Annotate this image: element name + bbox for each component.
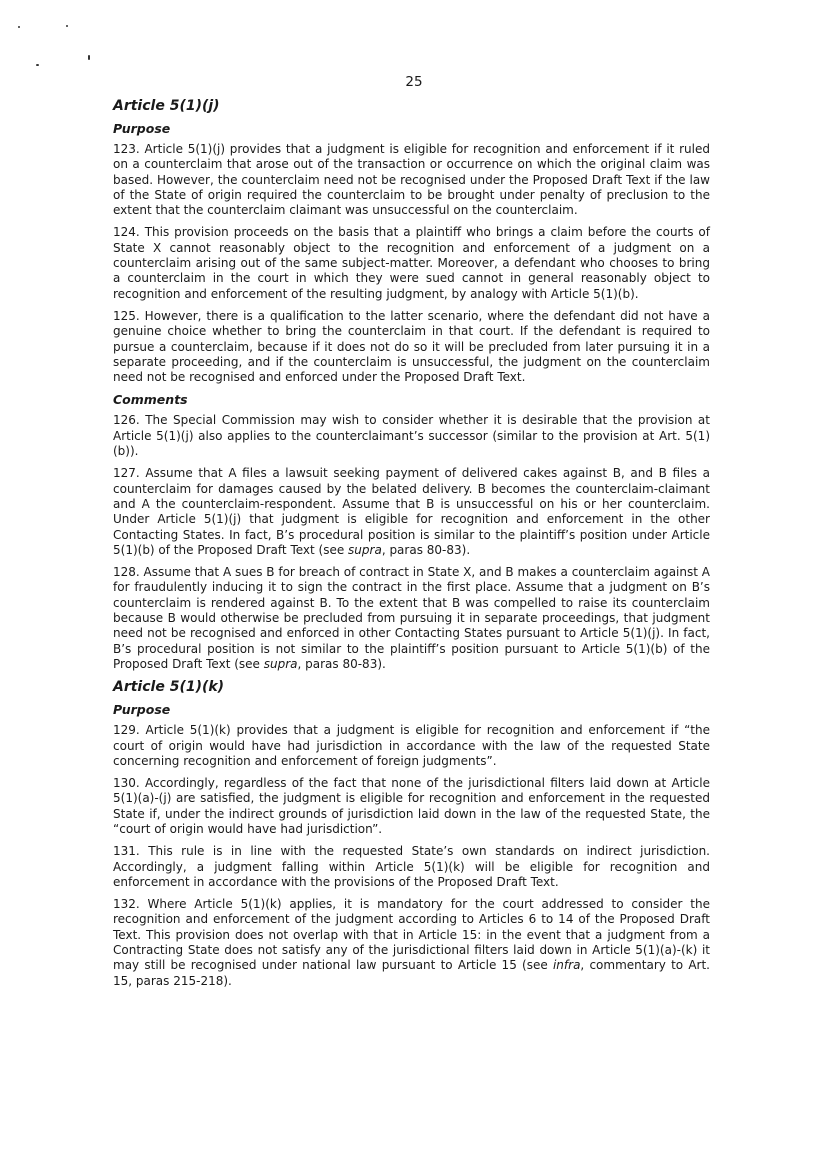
paragraph-text: This rule is in line with the requested State’s own standards on indirect jurisdiction. Accordingly, a judgment falling within Article 5(1)(k) will be eligible for recognition and enforcement in accordance with the provisions of the Proposed Draft Text. [113,844,710,889]
paragraph [113,565,710,672]
paragraph-text: Assume that A sues B for breach of contract in State X, and B makes a counterclaim against A for fraudulently inducing it to sign the contract in the first place. Assume that a judgment on B’s counterclaim is rendered against B. To the extent that B was compelled to raise its counterclaim because B would otherwise be precluded from pursuing it in separate proceedings, that judgment need not be recognised and enforced in other Contacting States pursuant to Article 5(1)(j). In fact, B’s procedural position is not similar to the plaintiff’s position pursuant to Article 5(1)(b) of the Proposed Draft Text (see supra, paras 80-83). [113,565,710,671]
paragraph-text: This provision proceeds on the basis that a plaintiff who brings a claim before the courts of State X cannot reasonably object to the recognition and enforcement of a judgment on a counterclaim arising out of the same subject-matter. Moreover, a defendant who chooses to bring a counterclaim in the court in which they were sued cannot in general reasonably object to recognition and enforcement of the resulting judgment, by analogy with Article 5(1)(b). [113,225,710,301]
paragraph-text: The Special Commission may wish to consider whether it is desirable that the provision at Article 5(1)(j) also applies to the counterclaimant’s successor (similar to the provision at Art. 5(1)(b)). [113,413,710,459]
article-heading: Article 5(1)(j) [113,98,220,114]
paragraph-number: 124. [113,225,145,240]
paragraph-number: 126. [113,413,146,428]
scan-speck [36,64,39,66]
paragraph-number: 130. [113,776,145,791]
paragraph-text: Article 5(1)(k) provides that a judgment is eligible for recognition and enforcement if “the court of origin would have had jurisdiction in accordance with the law of the requested State concerning recognition and enforcement of foreign judgments”. [113,723,710,768]
paragraph [113,225,710,301]
paragraph-number: 132. [113,897,148,912]
paragraph-number: 128. [113,565,144,580]
paragraph-number: 123. [113,142,145,156]
paragraph [113,142,710,218]
paragraph-number: 127. [113,466,146,481]
paragraph-text: Assume that A files a lawsuit seeking payment of delivered cakes against B, and B files a counterclaim for damages caused by the belated delivery. B becomes the counterclaim-claimant and A the counterclaim-respondent. Assume that B is unsuccessful on his or her counterclaim. Under Article 5(1)(j) that judgment is eligible for recognition and enforcement in the other Contacting States. In fact, B’s procedural position is similar to the plaintiff’s position under Article 5(1)(b) of the Proposed Draft Text (see supra, paras 80-83). [113,466,710,557]
paragraph [113,776,710,837]
paragraph [113,844,710,890]
paragraph-text: Accordingly, regardless of the fact that none of the jurisdictional filters laid down at Article 5(1)(a)-(j) are satisfied, the judgment is eligible for recognition and enforcement in the requested State if, under the indirect grounds of jurisdiction laid down in the law of the requested State, the “court of origin would have had jurisdiction”. [113,776,710,836]
section-subheading: Purpose [113,121,171,136]
article-heading: Article 5(1)(k) [113,679,225,696]
document-body [113,98,710,996]
scan-speck [18,26,20,28]
section-subheading: Comments [113,392,188,408]
paragraph-number: 125. [113,308,145,323]
scan-speck [66,25,68,27]
page-number: 25 [405,74,423,90]
paragraph [113,413,710,459]
paragraph-text: Article 5(1)(j) provides that a judgment is eligible for recognition and enforcement if it ruled on a counterclaim that arose out of the transaction or occurrence on which the original claim was based. However, the counterclaim need not be recognised under the Proposed Draft Text if the law of the State of origin required the counterclaim to be brought under penalty of preclusion to the extent that the counterclaim claimant was unsuccessful on the counterclaim. [113,142,710,218]
paragraph [113,897,710,989]
paragraph-number: 129. [113,723,146,738]
paragraph [113,723,710,769]
paragraph-number: 131. [113,844,149,859]
paragraph-text: However, there is a qualification to the latter scenario, where the defendant did not have a genuine choice whether to bring the counterclaim in that court. If the defendant is required to pursue a counterclaim, because if it does not do so it will be precluded from later pursuing it in a separate proceeding, and if the counterclaim is unsuccessful, the judgment on the counterclaim need not be recognised and enforced under the Proposed Draft Text. [113,308,710,385]
paragraph [113,466,710,558]
scan-speck [88,55,90,60]
paragraph-text: Where Article 5(1)(k) applies, it is mandatory for the court addressed to consider the recognition and enforcement of the judgment according to Articles 6 to 14 of the Proposed Draft Text. This provision does not overlap with that in Article 15: in the event that a judgment from a Contracting State does not satisfy any of the jurisdictional filters laid down in Article 5(1)(a)-(k) it may still be recognised under national law pursuant to Article 15 (see infra, commentary to Art. 15, paras 215-218). [113,897,710,988]
paragraph [113,309,710,385]
section-subheading: Purpose [113,702,171,718]
